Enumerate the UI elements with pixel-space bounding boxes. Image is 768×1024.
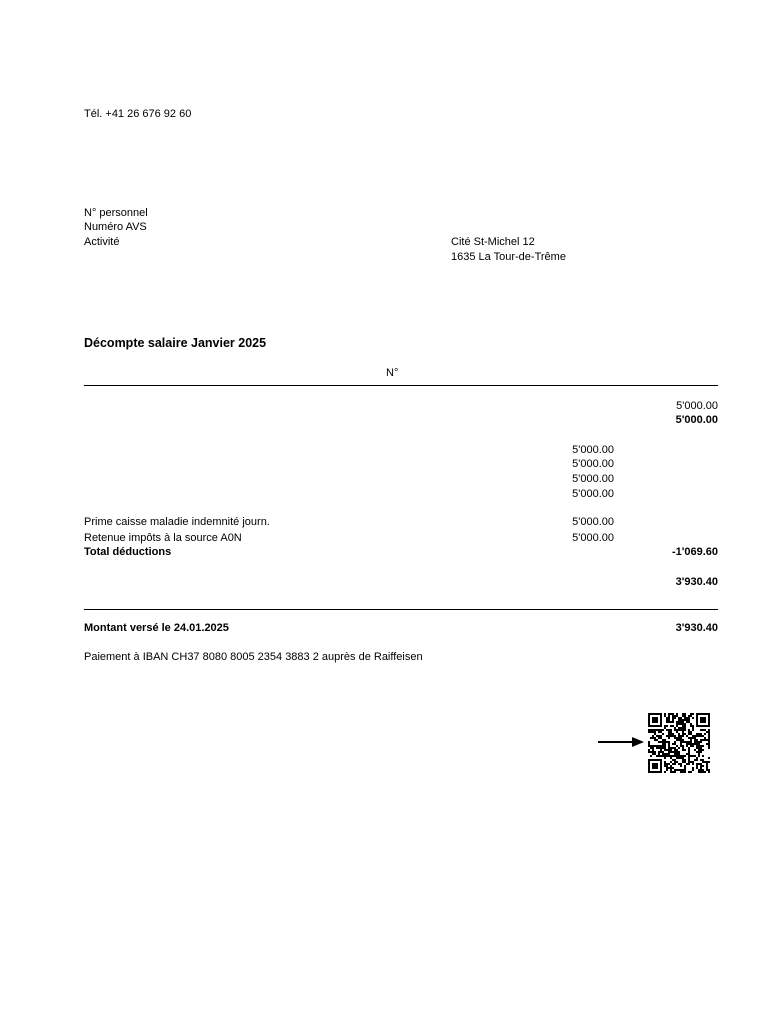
payment-amount: 3'930.40	[675, 622, 718, 634]
gross-total: 5'000.00	[675, 414, 718, 426]
payment-iban-note: Paiement à IBAN CH37 8080 8005 2354 3883 2 auprès de Raiffeisen	[84, 651, 423, 663]
address-city: 1635 La Tour-de-Trême	[451, 251, 566, 263]
field-personnel-number: N° personnel	[84, 207, 148, 219]
column-header-number: N°	[386, 367, 399, 379]
deduction-amount: 5'000.00	[572, 516, 614, 528]
address-street: Cité St-Michel 12	[451, 236, 535, 248]
deduction-label: Prime caisse maladie indemnité journ.	[84, 516, 270, 528]
base-amount: 5'000.00	[572, 444, 614, 456]
gross-amount: 5'000.00	[676, 400, 718, 412]
payment-divider	[84, 609, 718, 610]
arrow-right-icon	[598, 736, 644, 748]
document-title: Décompte salaire Janvier 2025	[84, 336, 267, 350]
deduction-amount: 5'000.00	[572, 532, 614, 544]
deduction-label: Retenue impôts à la source A0N	[84, 532, 242, 544]
base-amount: 5'000.00	[572, 473, 614, 485]
header-divider	[84, 385, 718, 386]
payment-date-label: Montant versé le 24.01.2025	[84, 622, 229, 634]
base-amount: 5'000.00	[572, 458, 614, 470]
base-amount: 5'000.00	[572, 488, 614, 500]
total-deductions-value: -1'069.60	[671, 546, 718, 558]
field-activity: Activité	[84, 236, 120, 248]
phone-number: Tél. +41 26 676 92 60	[84, 108, 192, 120]
field-avs-number: Numéro AVS	[84, 221, 147, 233]
total-deductions-label: Total déductions	[84, 546, 172, 558]
qr-code-icon	[648, 713, 710, 773]
net-salary-value: 3'930.40	[675, 576, 718, 588]
